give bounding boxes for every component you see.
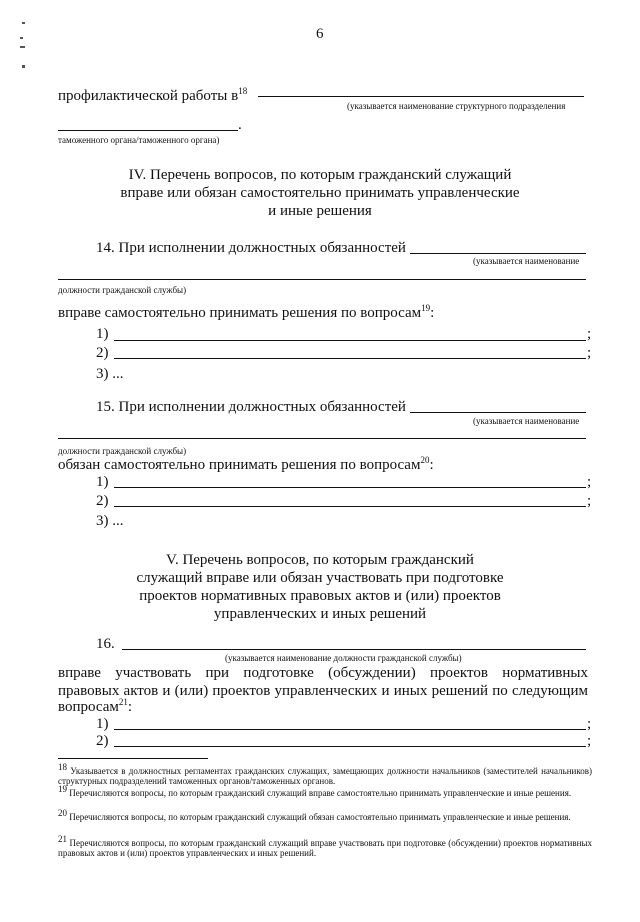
item-14-hint: (указывается наименование xyxy=(473,256,580,266)
intro-hint: (указывается наименование структурного подразделения xyxy=(347,101,566,111)
intro-hint-2: таможенного органа/таможенного органа) xyxy=(58,135,220,145)
section-5-title-line-1: V. Перечень вопросов, по которым гражданский xyxy=(166,552,474,568)
footnote-20: $^{20}$ Перечисляются вопросы, по которым гражданский служащий обязан самостоятельно принимать управленческие и иные решения. xyxy=(58,808,571,822)
footnote-19: $^{19}$ Перечисляются вопросы, по которым гражданский служащий вправе самостоятельно принимать управленческие и иные решения. xyxy=(58,784,572,798)
section-4-title-line-1: IV. Перечень вопросов, по которым гражданский служащий xyxy=(128,167,512,183)
item-16-paragraph-line-3: вопросам$^{21}$: xyxy=(58,697,133,715)
fill-line xyxy=(58,130,238,131)
item-15-list-2: 2) xyxy=(96,493,109,509)
semicolon: ; xyxy=(587,474,592,490)
fill-line xyxy=(258,96,584,97)
page-number: 6 xyxy=(316,26,324,42)
item-14-list-3: 3) ... xyxy=(96,366,124,382)
item-15-list-1: 1) xyxy=(96,474,109,490)
fill-line xyxy=(114,340,586,341)
item-14-hint-2: должности гражданской службы) xyxy=(58,285,187,295)
item-16-list-1: 1) xyxy=(96,716,109,732)
semicolon: ; xyxy=(587,733,592,749)
fill-line xyxy=(58,438,586,439)
item-15-list-3: 3) ... xyxy=(96,513,124,529)
semicolon: ; xyxy=(587,345,592,361)
semicolon: ; xyxy=(587,326,592,342)
item-16-number: 16. xyxy=(96,636,115,652)
fill-line xyxy=(410,412,586,413)
scan-mark xyxy=(20,46,25,48)
fill-line xyxy=(114,358,586,359)
footnote-21: $^{21}$ Перечисляются вопросы, по которым гражданский служащий вправе участвовать при подготовке (обсуждении) проектов нормативных правовых актов и (или) проектов управленческих и иных решений. xyxy=(58,834,592,858)
fill-line xyxy=(114,506,586,507)
item-15-hint: (указывается наименование xyxy=(473,416,580,426)
fill-line xyxy=(114,729,586,730)
scan-mark xyxy=(22,65,25,68)
item-15-hint-2: должности гражданской службы) xyxy=(58,446,187,456)
item-16-paragraph-line-2: правовых актов и (или) проектов управленческих и иных решений по следующим xyxy=(58,683,588,699)
section-4-title-line-3: и иные решения xyxy=(268,203,372,219)
item-14-lead: вправе самостоятельно принимать решения по вопросам$^{19}$: xyxy=(58,303,435,321)
item-14-list-1: 1) xyxy=(96,326,109,342)
fill-line xyxy=(122,649,586,650)
item-16-list-2: 2) xyxy=(96,733,109,749)
semicolon: ; xyxy=(587,716,592,732)
item-15-text: 15. При исполнении должностных обязанностей xyxy=(96,399,406,415)
item-14-text: 14. При исполнении должностных обязанностей xyxy=(96,240,406,256)
section-5-title-line-4: управленческих и иных решений xyxy=(213,606,427,622)
scan-mark xyxy=(20,37,23,39)
semicolon: ; xyxy=(587,493,592,509)
section-5-title-line-2: служащий вправе или обязан участвовать при подготовке xyxy=(136,570,504,586)
intro-period: . xyxy=(238,117,242,133)
fill-line xyxy=(114,746,586,747)
item-14-list-2: 2) xyxy=(96,345,109,361)
footnote-separator xyxy=(58,758,208,759)
item-16-hint: (указывается наименование должности гражданской службы) xyxy=(225,653,462,663)
scan-mark xyxy=(22,22,25,24)
intro-text: профилактической работы $в^{18}$ xyxy=(58,86,248,104)
section-4-title-line-2: вправе или обязан самостоятельно принимать управленческие xyxy=(120,185,520,201)
section-5-title-line-3: проектов нормативных правовых актов и (или) проектов xyxy=(139,588,501,604)
fill-line xyxy=(410,253,586,254)
footnote-18: $^{18}$ Указывается в должностных регламентах гражданских служащих, замещающих должности начальников (заместителей начальников) структурных подразделений таможенных органов/таможенных органов. xyxy=(58,762,593,786)
fill-line xyxy=(114,487,586,488)
item-16-paragraph-line-1: вправе участвовать при подготовке (обсуждении) проектов нормативных xyxy=(58,665,588,681)
fill-line xyxy=(58,279,586,280)
item-15-lead: обязан самостоятельно принимать решения по вопросам$^{20}$: xyxy=(58,455,434,473)
